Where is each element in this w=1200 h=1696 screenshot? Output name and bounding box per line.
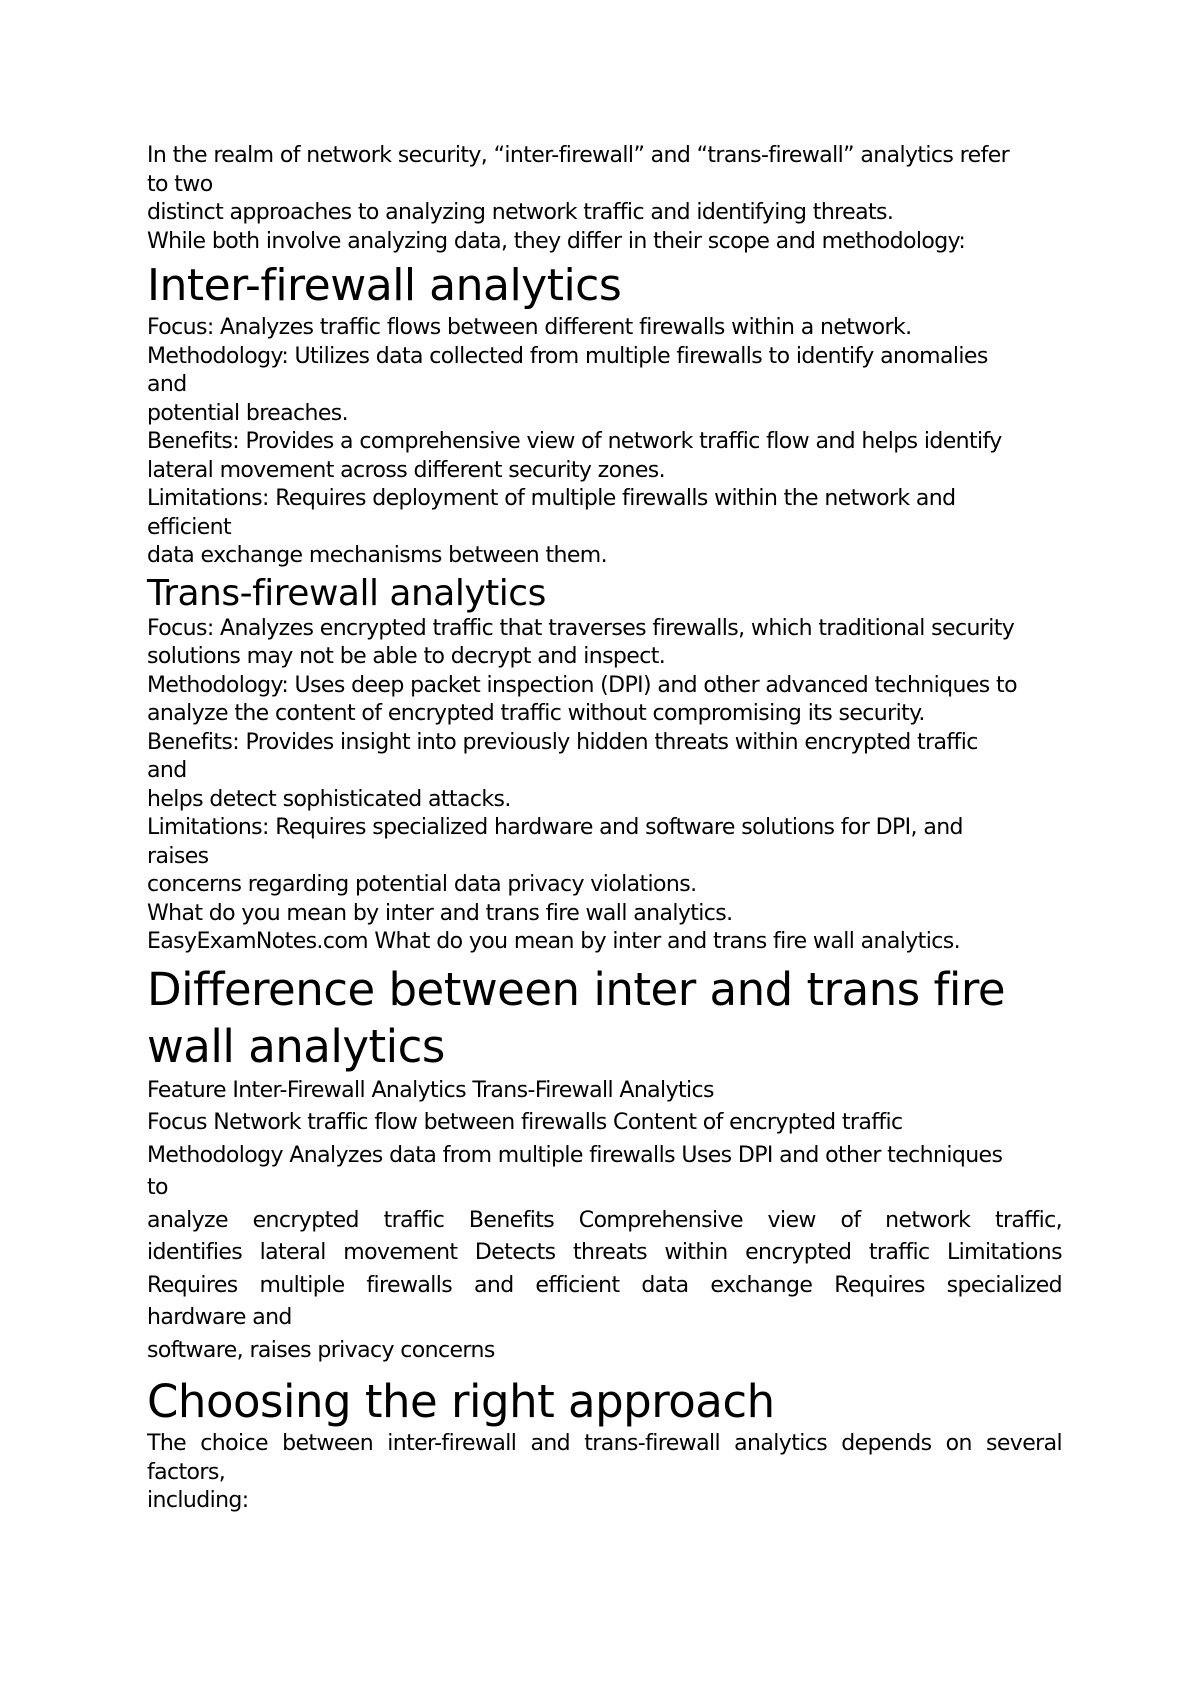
text-line: solutions may not be able to decrypt and inspect.: [147, 644, 666, 669]
text-line: Benefits: Provides insight into previously hidden threats within encrypted traffic: [147, 729, 978, 755]
text-line: and: [147, 372, 187, 397]
text-line: concerns regarding potential data privacy violations.: [147, 872, 697, 897]
choosing-paragraph: [147, 1430, 1062, 1516]
text-line: Focus Network traffic flow between firewalls Content of encrypted traffic: [147, 1110, 903, 1135]
text-line: Focus: Analyzes encrypted traffic that traverses firewalls, which traditional security: [147, 615, 1015, 641]
text-line: software, raises privacy concerns: [147, 1337, 495, 1363]
text-line: Limitations: Requires deployment of multiple firewalls within the network and: [147, 486, 956, 511]
text-line: distinct approaches to analyzing network traffic and identifying threats.: [147, 200, 894, 225]
text-line: While both involve analyzing data, they differ in their scope and methodology:: [147, 228, 966, 254]
text-line: The choice between inter-firewall and trans-firewall analytics depends on several: [147, 1431, 1062, 1456]
text-line: helps detect sophisticated attacks.: [147, 786, 511, 812]
intro-paragraph: [147, 142, 1062, 256]
text-line: Focus: Analyzes traffic flows between different firewalls within a network.: [147, 315, 912, 340]
difference-section: [147, 961, 1062, 1368]
text-line: identifies lateral movement Detects threats within encrypted traffic Limitations: [147, 1240, 1062, 1265]
text-line: raises: [147, 843, 209, 869]
inter-firewall-section: [147, 258, 1062, 571]
text-line: potential breaches.: [147, 400, 349, 426]
inter-firewall-heading: Inter-firewall analytics: [147, 260, 622, 311]
text-line: Methodology Analyzes data from multiple firewalls Uses DPI and other techniques: [147, 1142, 1003, 1168]
text-line: analyze encrypted traffic Benefits Comprehensive view of network traffic,: [147, 1207, 1062, 1233]
heading-line: Difference between inter and trans fire: [147, 962, 1006, 1016]
text-line: Feature Inter-Firewall Analytics Trans-Firewall Analytics: [147, 1077, 714, 1103]
text-line: factors,: [147, 1459, 226, 1485]
document-body: [147, 142, 1062, 1516]
choosing-section: [147, 1373, 1062, 1516]
trans-firewall-heading: Trans-firewall analytics: [147, 572, 546, 614]
text-line: lateral movement across different security zones.: [147, 457, 666, 483]
text-line: to: [147, 1175, 168, 1200]
text-line: including:: [147, 1488, 249, 1513]
text-line: analyze the content of encrypted traffic without compromising its security.: [147, 701, 925, 726]
text-line: to two: [147, 171, 213, 197]
text-line: Limitations: Requires specialized hardware and software solutions for DPI, and: [147, 815, 963, 840]
trans-firewall-section: [147, 573, 1062, 957]
text-line: EasyExamNotes.com What do you mean by inter and trans fire wall analytics.: [147, 929, 960, 954]
comparison-table-text: [147, 1075, 1062, 1368]
text-line: In the realm of network security, “inter-firewall” and “trans-firewall” analytics refer: [147, 143, 1010, 168]
text-line: Methodology: Uses deep packet inspection (DPI) and other advanced techniques to: [147, 672, 1017, 698]
text-line: Benefits: Provides a comprehensive view of network traffic flow and helps identify: [147, 429, 1002, 454]
text-line: What do you mean by inter and trans fire wall analytics.: [147, 900, 733, 926]
text-line: Requires multiple firewalls and efficient data exchange Requires specialized: [147, 1272, 1062, 1298]
text-line: Methodology: Utilizes data collected from multiple firewalls to identify anomalies: [147, 343, 988, 369]
choosing-heading: Choosing the right approach: [147, 1375, 775, 1428]
heading-line: wall analytics: [147, 1019, 445, 1073]
text-line: hardware and: [147, 1305, 292, 1330]
text-line: data exchange mechanisms between them.: [147, 543, 608, 568]
text-line: and: [147, 758, 187, 783]
difference-heading: [147, 961, 1062, 1075]
text-line: efficient: [147, 514, 232, 540]
